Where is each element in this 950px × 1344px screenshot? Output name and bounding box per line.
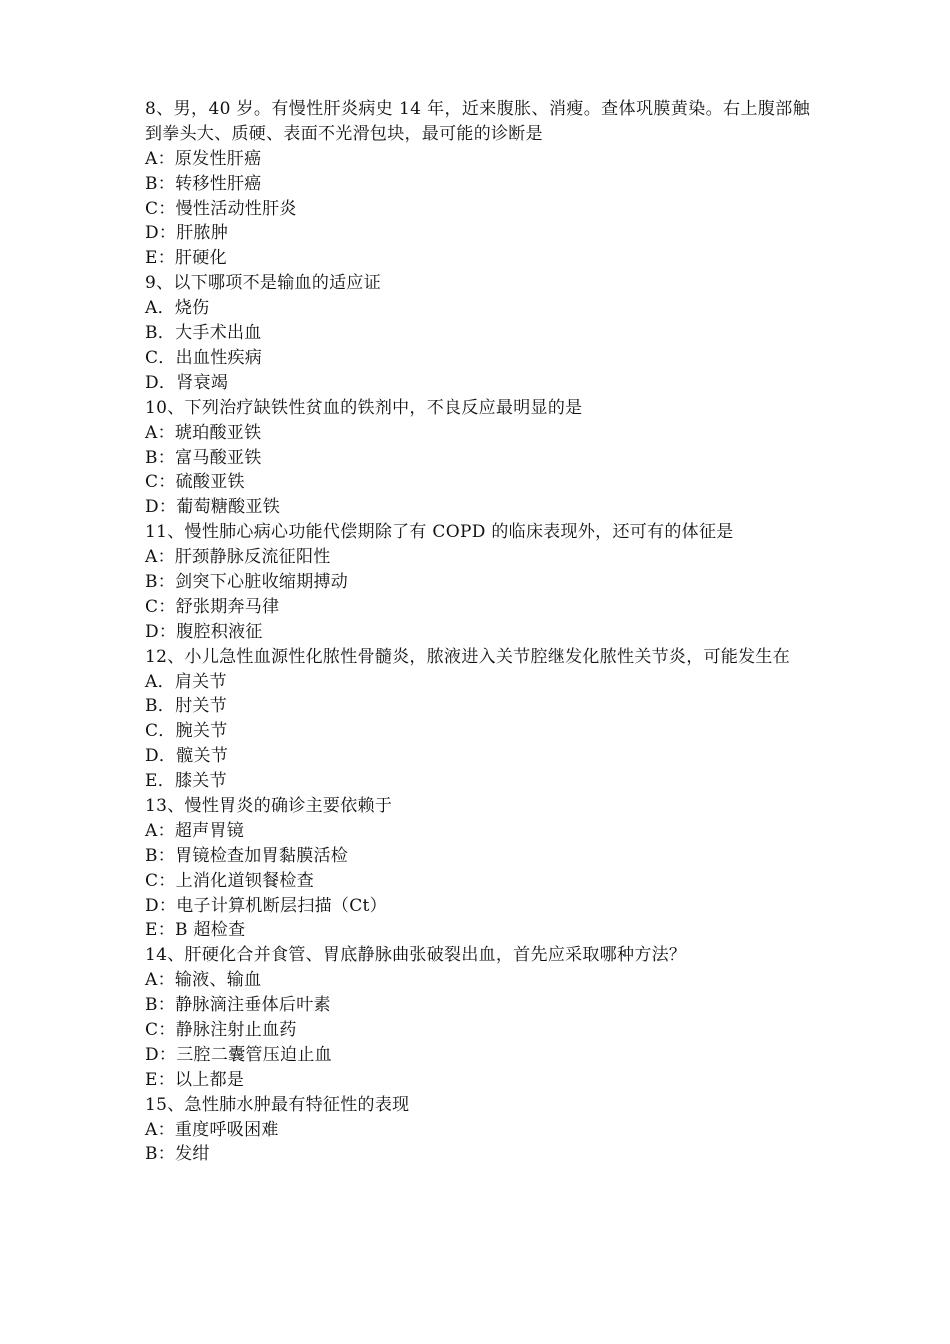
option: A：原发性肝癌 bbox=[145, 148, 262, 169]
question-9 bbox=[145, 271, 810, 395]
question-stem: 14、肝硬化合并食管、胃底静脉曲张破裂出血，首先应采取哪种方法？ bbox=[145, 945, 687, 966]
option: A．烧伤 bbox=[145, 298, 210, 319]
question-12 bbox=[145, 645, 810, 794]
option: C．腕关节 bbox=[145, 721, 228, 742]
option: D：肝脓肿 bbox=[145, 223, 229, 244]
option: B：发绀 bbox=[145, 1144, 210, 1165]
question-stem: 11、慢性肺心病心功能代偿期除了有 COPD 的临床表现外，还可有的体征是 bbox=[145, 522, 734, 543]
option: B：剑突下心脏收缩期搏动 bbox=[145, 571, 349, 592]
option: C．出血性疾病 bbox=[145, 347, 263, 368]
document-page bbox=[145, 97, 810, 1167]
question-stem: 9、以下哪项不是输血的适应证 bbox=[145, 273, 382, 294]
option: A：输液、输血 bbox=[145, 970, 262, 991]
option: C：硫酸亚铁 bbox=[145, 472, 245, 493]
option: C：慢性活动性肝炎 bbox=[145, 198, 297, 219]
option: B：富马酸亚铁 bbox=[145, 447, 262, 468]
option: C：上消化道钡餐检查 bbox=[145, 870, 315, 891]
option: D．髋关节 bbox=[145, 746, 229, 767]
option: A：琥珀酸亚铁 bbox=[145, 422, 262, 443]
option: A：重度呼吸困难 bbox=[145, 1119, 279, 1140]
option: E．膝关节 bbox=[145, 771, 227, 792]
option: B：转移性肝癌 bbox=[145, 173, 262, 194]
question-stem: 15、急性肺水肿最有特征性的表现 bbox=[145, 1094, 410, 1115]
option: B：胃镜检查加胃黏膜活检 bbox=[145, 845, 349, 866]
question-13 bbox=[145, 794, 810, 943]
question-10 bbox=[145, 396, 810, 520]
option: D：三腔二囊管压迫止血 bbox=[145, 1044, 332, 1065]
option: C：舒张期奔马律 bbox=[145, 596, 280, 617]
question-11 bbox=[145, 520, 810, 644]
option: C：静脉注射止血药 bbox=[145, 1020, 297, 1040]
option: A：肝颈静脉反流征阳性 bbox=[145, 547, 331, 568]
question-8 bbox=[145, 97, 810, 271]
question-stem: 12、小儿急性血源性化脓性骨髓炎，脓液进入关节腔继发化脓性关节炎，可能发生在 bbox=[145, 646, 791, 667]
question-stem: 8、男，40 岁。有慢性肝炎病史 14 年，近来腹胀、消瘦。查体巩膜黄染。右上腹部触到拳头大、质硬、表面不光滑包块，最可能的诊断是 bbox=[145, 99, 810, 144]
option: B．肘关节 bbox=[145, 696, 227, 717]
option: A：超声胃镜 bbox=[145, 820, 245, 841]
option: E：以上都是 bbox=[145, 1069, 245, 1090]
option: B．大手术出血 bbox=[145, 323, 262, 344]
option: D：葡萄糖酸亚铁 bbox=[145, 497, 281, 518]
question-14 bbox=[145, 943, 810, 1092]
question-stem: 13、慢性胃炎的确诊主要依赖于 bbox=[145, 795, 393, 816]
question-15 bbox=[145, 1093, 810, 1168]
option: E：B 超检查 bbox=[145, 920, 246, 941]
option: B：静脉滴注垂体后叶素 bbox=[145, 995, 331, 1016]
question-stem: 10、下列治疗缺铁性贫血的铁剂中，不良反应最明显的是 bbox=[145, 397, 583, 418]
option: D．肾衰竭 bbox=[145, 372, 229, 393]
option: D：电子计算机断层扫描（Ct） bbox=[145, 895, 387, 916]
option: D：腹腔积液征 bbox=[145, 621, 263, 642]
option: A．肩关节 bbox=[145, 671, 227, 692]
option: E：肝硬化 bbox=[145, 248, 227, 269]
